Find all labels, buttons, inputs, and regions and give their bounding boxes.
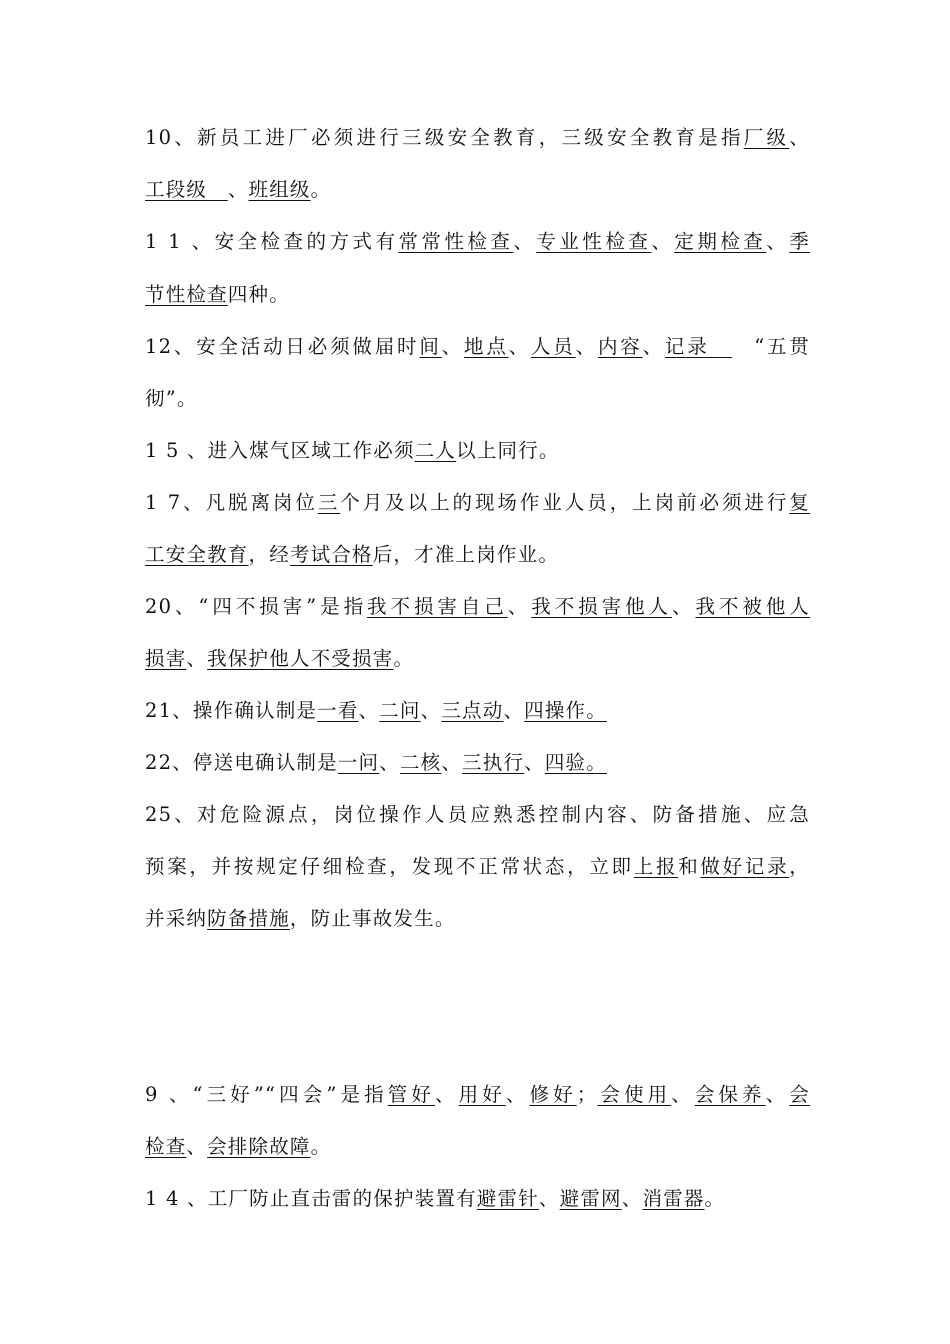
underlined-answer: 常常性检查: [398, 230, 514, 253]
underlined-answer: 四操作。: [524, 699, 607, 722]
underlined-answer: 一问: [337, 751, 380, 774]
text-segment: 、: [524, 751, 545, 774]
underlined-answer: 节性检查: [145, 283, 228, 306]
text-line-16: [145, 905, 810, 933]
text-segment: 10、新员工进厂必须进行三级安全教育，三级安全教育是指: [145, 126, 744, 149]
underlined-answer: 我不被他人: [695, 595, 811, 618]
text-segment: 并采纳: [145, 907, 208, 930]
text-segment: 和: [678, 855, 701, 878]
underlined-answer: 检查: [145, 1135, 187, 1158]
text-segment: 。: [310, 178, 332, 201]
text-line-7: [145, 437, 810, 465]
text-segment: 、: [672, 595, 696, 618]
underlined-answer: 会使用: [597, 1083, 672, 1106]
text-line-2: [145, 176, 810, 204]
underlined-answer: 我不损害自己: [367, 595, 508, 618]
text-line-3: [145, 228, 810, 256]
underlined-answer: 用好: [458, 1083, 506, 1106]
underlined-answer: 内容: [597, 335, 643, 358]
underlined-answer: 避雷网: [559, 1187, 622, 1210]
underlined-answer: 损害: [145, 647, 187, 670]
text-line-8: [145, 489, 810, 517]
underlined-answer: 专业性检查: [536, 230, 652, 253]
underlined-answer: 工安全教育: [145, 543, 249, 566]
text-line-4: [145, 281, 810, 309]
text-segment: 、: [642, 335, 665, 358]
underlined-answer: 做好记录: [700, 855, 790, 878]
underlined-answer: 三点动: [441, 699, 504, 722]
text-segment: 。: [393, 647, 415, 670]
text-segment: 、: [766, 230, 790, 253]
underlined-answer: 修好: [529, 1083, 577, 1106]
text-line-10: [145, 593, 810, 621]
underlined-answer: 避雷针: [476, 1187, 539, 1210]
text-segment: 、: [186, 1135, 208, 1158]
underlined-answer: 三执行: [462, 751, 525, 774]
underlined-answer: 工段级: [145, 178, 228, 201]
text-segment: 、: [621, 1187, 643, 1210]
text-line-1: [145, 124, 810, 152]
text-segment: 25、对危险源点，岗位操作人员应熟悉控制内容、防备措施、应急: [145, 803, 810, 826]
text-segment: 、: [789, 126, 810, 149]
text-segment: 、: [538, 1187, 560, 1210]
text-segment: 21、操作确认制是: [145, 699, 318, 722]
text-line-12: [145, 697, 810, 725]
text-segment: 、: [508, 335, 531, 358]
underlined-answer: 我保护他人不受损害: [207, 647, 394, 670]
text-line-6: [145, 385, 810, 413]
text-segment: 、: [441, 751, 463, 774]
underlined-answer: 会保养: [694, 1083, 766, 1106]
text-segment: 、: [575, 335, 598, 358]
underlined-answer: 一看: [317, 699, 359, 722]
text-segment: 四种。: [227, 283, 290, 306]
text-segment: 、: [420, 699, 442, 722]
text-segment: 、: [671, 1083, 695, 1106]
text-line-9: [145, 541, 810, 569]
text-segment: 9 、“三好”“四会”是指: [145, 1083, 388, 1106]
text-segment: ，防止事故发生。: [289, 907, 456, 930]
underlined-answer: 上报: [633, 855, 679, 878]
underlined-answer: 二核: [399, 751, 442, 774]
underlined-answer: 间: [419, 335, 442, 358]
text-line-14: [145, 801, 810, 829]
text-segment: 、: [186, 647, 208, 670]
text-line-5: [145, 333, 810, 361]
text-segment: 、: [434, 1083, 459, 1106]
underlined-answer: 二问: [379, 699, 421, 722]
text-segment: 、: [379, 751, 400, 774]
text-line-17: [145, 1081, 810, 1109]
text-segment: 、: [227, 178, 249, 201]
text-segment: 、: [505, 1083, 530, 1106]
text-segment: 、: [513, 230, 537, 253]
text-line-15: [145, 853, 810, 881]
text-segment: 、: [651, 230, 675, 253]
underlined-answer: 防备措施: [207, 907, 290, 930]
text-segment: 后，才准上岗作业。: [372, 543, 560, 566]
text-segment: “五贯: [731, 335, 811, 358]
text-segment: 12、安全活动日必须做届时: [145, 335, 420, 358]
text-segment: 、: [441, 335, 464, 358]
text-segment: 。: [310, 1135, 332, 1158]
text-segment: 、: [358, 699, 380, 722]
text-segment: 、: [507, 595, 532, 618]
underlined-answer: 记录: [664, 335, 732, 358]
underlined-answer: 会排除故障: [207, 1135, 311, 1158]
text-segment: 彻”。: [145, 387, 198, 410]
underlined-answer: 三: [317, 491, 341, 514]
text-segment: 个月及以上的现场作业人员，上岗前必须进行: [340, 491, 790, 514]
underlined-answer: 管好: [387, 1083, 435, 1106]
text-segment: 1 1 、安全检查的方式有: [145, 230, 399, 253]
underlined-answer: 四验。: [544, 751, 607, 774]
underlined-answer: 我不损害他人: [531, 595, 672, 618]
underlined-answer: 会: [789, 1083, 810, 1106]
underlined-answer: 复: [789, 491, 810, 514]
text-segment: 预案，并按规定仔细检查，发现不正常状态，立即: [145, 855, 634, 878]
text-segment: ，: [789, 855, 810, 878]
underlined-answer: 地点: [464, 335, 509, 358]
underlined-answer: 班组级: [248, 178, 311, 201]
underlined-answer: 定期检查: [674, 230, 767, 253]
text-segment: 以上同行。: [456, 439, 560, 462]
underlined-answer: 考试合格: [289, 543, 373, 566]
text-line-19: [145, 1185, 810, 1213]
text-line-11: [145, 645, 810, 673]
text-segment: ，经: [248, 543, 290, 566]
text-segment: 。: [704, 1187, 726, 1210]
text-line-18: [145, 1133, 810, 1161]
text-segment: 1 7、凡脱离岗位: [145, 491, 318, 514]
text-segment: ；: [576, 1083, 598, 1106]
underlined-answer: 厂级: [743, 126, 790, 149]
underlined-answer: 二人: [414, 439, 457, 462]
text-segment: 20、“四不损害”是指: [145, 595, 368, 618]
underlined-answer: 人员: [530, 335, 576, 358]
text-segment: 、: [503, 699, 525, 722]
text-segment: 1 4 、工厂防止直击雷的保护装置有: [145, 1187, 477, 1210]
text-segment: 1 5 、进入煤气区域工作必须: [145, 439, 415, 462]
text-segment: 22、停送电确认制是: [145, 751, 338, 774]
underlined-answer: 消雷器: [642, 1187, 705, 1210]
text-line-13: [145, 749, 810, 777]
text-segment: 、: [765, 1083, 790, 1106]
underlined-answer: 季: [789, 230, 810, 253]
